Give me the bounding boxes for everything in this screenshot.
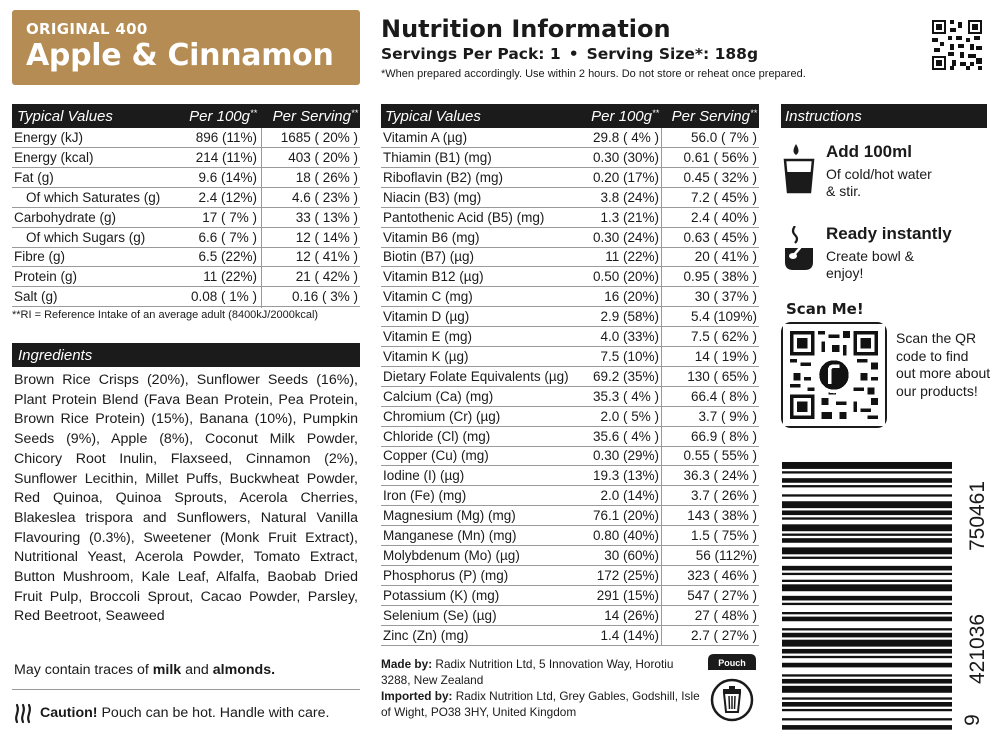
left-table-row xyxy=(12,148,360,168)
nutrient-name: Riboflavin (B2) (mg) xyxy=(383,169,504,185)
nutrient-name: Iron (Fe) (mg) xyxy=(383,488,467,504)
instructions-header: Instructions xyxy=(781,104,987,128)
per-serving-value: 36.3 ( 24% ) xyxy=(683,468,757,484)
nutrient-name: Calcium (Ca) (mg) xyxy=(383,388,494,404)
per-100g-value: 1.3 (21%) xyxy=(600,209,659,225)
serving-info xyxy=(381,44,921,64)
nutrient-name: Magnesium (Mg) (mg) xyxy=(383,508,516,524)
nutrient-name: Chloride (Cl) (mg) xyxy=(383,428,491,444)
per-100g-value: 4.0 (33%) xyxy=(600,329,659,344)
right-table-row xyxy=(381,586,759,606)
per-serving-value: 66.9 ( 8% ) xyxy=(690,428,757,444)
manufacturer-info xyxy=(381,656,701,720)
nutrient-name: Iodine (I) (µg) xyxy=(383,468,465,484)
per-serving-value: 21 ( 42% ) xyxy=(295,269,358,285)
per-serving-value: 0.95 ( 38% ) xyxy=(683,269,757,285)
barcode-bar xyxy=(782,573,952,575)
barcode-bar xyxy=(782,628,952,630)
nutrient-name: Fibre (g) xyxy=(14,249,66,265)
barcode-digits-3: 750461 xyxy=(966,480,990,552)
barcode-digits-2: 421036 xyxy=(966,613,990,685)
col-typical-values: Typical Values xyxy=(17,107,113,125)
product-edition: ORIGINAL 400 xyxy=(26,20,148,38)
left-table-row xyxy=(12,208,360,228)
per-100g-value: 0.80 (40%) xyxy=(592,528,659,543)
col-per-100g-2: Per 100g** xyxy=(591,107,659,125)
product-name: Apple & Cinnamon xyxy=(26,38,334,73)
right-table-row xyxy=(381,208,759,228)
right-table-divider xyxy=(661,128,662,646)
nutrient-name: Energy (kJ) xyxy=(14,130,84,145)
ri-footnote: **RI = Reference Intake of an average adult (8400kJ/2000kcal) xyxy=(12,309,319,321)
right-table-row xyxy=(381,267,759,287)
col-per-serving: Per Serving** xyxy=(272,107,358,125)
per-100g-value: 172 (25%) xyxy=(596,567,659,583)
servings-per-pack: Servings Per Pack: 1 xyxy=(381,45,561,63)
barcode-digit-1: 9 xyxy=(960,714,984,726)
right-table-row xyxy=(381,526,759,546)
right-table-row xyxy=(381,128,759,148)
right-table-row xyxy=(381,566,759,586)
nutrient-name: Pantothenic Acid (B5) (mg) xyxy=(383,209,545,225)
per-100g-value: 0.08 ( 1% ) xyxy=(190,289,257,305)
barcode-icon xyxy=(782,462,952,732)
barcode-bar xyxy=(782,494,952,496)
right-table-row xyxy=(381,247,759,267)
per-serving-value: 33 ( 13% ) xyxy=(295,209,358,225)
nutrient-name: Protein (g) xyxy=(14,269,78,285)
per-serving-value: 5.4 (109%) xyxy=(690,309,757,325)
step-2-title: Ready instantly xyxy=(826,224,952,243)
per-100g-value: 214 (11%) xyxy=(195,149,257,165)
scan-text: Scan the QR code to find out more about our products! xyxy=(896,330,991,399)
per-serving-value: 12 ( 41% ) xyxy=(295,249,358,265)
col-typical-values-2: Typical Values xyxy=(385,107,481,125)
per-100g-value: 3.8 (24%) xyxy=(600,189,659,205)
barcode-bar xyxy=(782,501,952,508)
per-serving-value: 20 ( 41% ) xyxy=(694,249,757,265)
serving-size: Serving Size*: 188g xyxy=(586,45,759,63)
per-100g-value: 6.6 ( 7% ) xyxy=(198,229,257,245)
per-100g-value: 0.50 (20%) xyxy=(592,269,659,285)
nutrient-name: Selenium (Se) (µg) xyxy=(383,607,497,623)
step-1-text: Of cold/hot water & stir. xyxy=(826,166,932,199)
nutrient-name: Vitamin B12 (µg) xyxy=(383,269,484,285)
barcode-bar xyxy=(782,640,952,647)
ingredients-text: Brown Rice Crisps (20%), Sunflower Seeds (16%), Plant Protein Blend (Fava Bean Protein, Pea Protein, Brown Rice Protein) (15%), Banana (10%), Pumpkin Seeds (9%), Apple (8%), Coconut Milk Powder, Chicory Root Inulin, Flaxseed, Cinnamon (2%), Sunflower Lecithin, Millet Puffs, Buckwheat Powder, Red Quinoa, Quinoa Sprouts, Acerola Cherries, Blakeslea trispora and Sunflowers, Natural Vanilla Flavouring (0.3%), Sweetener (Monk Fruit Extract), Nutritional Yeast, Acerola Powder, Tomato Extract, Button Mushroom, Kale Leaf, Alfalfa, Baobab Dried Fruit Pulp, Broccoli Sprout, Cacao Powder, Parsley, Red Beetroot, Seaweed xyxy=(14,372,358,625)
right-table-row xyxy=(381,486,759,506)
left-table-row xyxy=(12,168,360,188)
allergen-statement: May contain traces of milk and almonds. xyxy=(14,662,276,678)
barcode-bar xyxy=(782,663,952,668)
per-100g-value: 291 (15%) xyxy=(596,587,659,603)
barcode-bar xyxy=(782,725,952,730)
pouch-bin-icon xyxy=(706,652,758,724)
barcode-bar xyxy=(782,633,952,638)
per-serving-value: 3.7 ( 9% ) xyxy=(698,408,757,424)
per-serving-value: 27 ( 48% ) xyxy=(694,607,757,623)
step-2-text: Create bowl & enjoy! xyxy=(826,248,914,281)
right-table-row xyxy=(381,446,759,466)
per-100g-value: 14 (26%) xyxy=(604,607,659,623)
per-serving-value: 130 ( 65% ) xyxy=(687,368,757,384)
left-table-row xyxy=(12,287,360,307)
nutrient-name: Dietary Folate Equivalents (µg) xyxy=(383,368,569,384)
step-1-title: Add 100ml xyxy=(826,142,912,161)
per-serving-value: 0.55 ( 55% ) xyxy=(683,448,757,464)
nutrient-name: Vitamin A (µg) xyxy=(383,130,468,145)
barcode-bar xyxy=(782,709,952,711)
heat-icon xyxy=(14,702,32,724)
per-serving-value: 2.4 ( 40% ) xyxy=(690,209,757,225)
ingredients-header: Ingredients xyxy=(12,343,360,367)
per-100g-value: 2.0 ( 5% ) xyxy=(600,408,659,424)
left-table-row xyxy=(12,267,360,287)
nutrient-name: Energy (kcal) xyxy=(14,149,94,165)
barcode-bar xyxy=(782,584,952,591)
per-100g-value: 19.3 (13%) xyxy=(592,468,659,484)
col-per-serving-2: Per Serving** xyxy=(671,107,757,125)
nutrient-name: Of which Sugars (g) xyxy=(26,229,146,245)
per-serving-value: 7.5 ( 62% ) xyxy=(690,329,757,344)
nutrient-name: Molybdenum (Mo) (µg) xyxy=(383,547,520,563)
right-table-row xyxy=(381,546,759,566)
nutrient-name: Copper (Cu) (mg) xyxy=(383,448,489,464)
right-table-row xyxy=(381,367,759,387)
per-100g-value: 0.30 (24%) xyxy=(592,229,659,245)
nutrient-name: Vitamin E (mg) xyxy=(383,329,473,344)
barcode-bar xyxy=(782,566,952,571)
barcode-bar xyxy=(782,702,952,707)
left-table-divider xyxy=(261,128,262,308)
nutrition-header xyxy=(381,14,921,82)
per-100g-value: 2.9 (58%) xyxy=(600,309,659,325)
right-table-row xyxy=(381,407,759,427)
per-100g-value: 76.1 (20%) xyxy=(592,508,659,524)
nutrient-name: Salt (g) xyxy=(14,289,58,305)
per-serving-value: 18 ( 26% ) xyxy=(295,169,358,185)
per-100g-value: 7.5 (10%) xyxy=(600,348,659,364)
per-serving-value: 0.63 ( 45% ) xyxy=(683,229,757,245)
right-table-header xyxy=(381,104,759,128)
caution-divider xyxy=(12,689,360,690)
right-table-row xyxy=(381,387,759,407)
per-serving-value: 56 (112%) xyxy=(695,547,757,563)
nutrient-name: Vitamin C (mg) xyxy=(383,289,473,305)
barcode-bar xyxy=(782,656,952,658)
per-serving-value: 0.45 ( 32% ) xyxy=(683,169,757,185)
nutrient-name: Biotin (B7) (µg) xyxy=(383,249,475,265)
per-serving-value: 403 ( 20% ) xyxy=(288,149,358,165)
nutrient-name: Chromium (Cr) (µg) xyxy=(383,408,501,424)
right-table-row xyxy=(381,466,759,486)
nutrient-name: Phosphorus (P) (mg) xyxy=(383,567,509,583)
right-table-row xyxy=(381,427,759,447)
pouch-label: Pouch xyxy=(718,658,746,668)
left-table-row xyxy=(12,247,360,267)
per-serving-value: 143 ( 38% ) xyxy=(687,508,757,524)
per-serving-value: 547 ( 27% ) xyxy=(687,587,757,603)
barcode-bar xyxy=(782,510,952,515)
bowl-icon xyxy=(781,226,817,276)
per-100g-value: 896 (11%) xyxy=(195,130,257,145)
barcode-bar xyxy=(782,674,952,676)
right-table-row xyxy=(381,307,759,327)
barcode-bar xyxy=(782,617,952,622)
per-100g-value: 1.4 (14%) xyxy=(600,627,659,643)
barcode-bar xyxy=(782,686,952,693)
per-serving-value: 323 ( 46% ) xyxy=(687,567,757,583)
per-100g-value: 11 (22%) xyxy=(203,269,257,285)
per-100g-value: 29.8 ( 4% ) xyxy=(592,130,659,145)
right-table-row xyxy=(381,347,759,367)
nutrient-name: Vitamin D (µg) xyxy=(383,309,470,325)
per-100g-value: 6.5 (22%) xyxy=(198,249,257,265)
right-table-row xyxy=(381,506,759,526)
per-100g-value: 0.30 (29%) xyxy=(592,448,659,464)
per-100g-value: 17 ( 7% ) xyxy=(202,209,257,225)
per-100g-value: 30 (60%) xyxy=(604,547,659,563)
col-per-100g: Per 100g** xyxy=(189,107,257,125)
qr-code-icon[interactable] xyxy=(783,324,885,426)
barcode-bar xyxy=(782,679,952,684)
water-cup-icon xyxy=(781,144,817,194)
per-100g-value: 16 (20%) xyxy=(604,289,659,305)
per-serving-value: 56.0 ( 7% ) xyxy=(690,130,757,145)
barcode-bar xyxy=(782,517,952,519)
right-table-row xyxy=(381,148,759,168)
barcode-bar xyxy=(782,718,952,720)
bullet: • xyxy=(568,45,579,63)
barcode-bar xyxy=(782,596,952,601)
right-table-row xyxy=(381,606,759,626)
barcode-bar xyxy=(782,524,952,531)
barcode-bar xyxy=(782,538,952,543)
barcode-bar xyxy=(782,580,952,582)
per-serving-value: 7.2 ( 45% ) xyxy=(690,189,757,205)
barcode-bar xyxy=(782,478,952,483)
barcode-bar xyxy=(782,649,952,654)
small-qr-code-icon[interactable] xyxy=(932,20,982,70)
barcode-bar xyxy=(782,557,952,559)
right-table-row xyxy=(381,626,759,646)
per-100g-value: 2.0 (14%) xyxy=(600,488,659,504)
nutrient-name: Thiamin (B1) (mg) xyxy=(383,149,492,165)
per-100g-value: 69.2 (35%) xyxy=(592,368,659,384)
nutrient-name: Carbohydrate (g) xyxy=(14,209,117,225)
per-serving-value: 66.4 ( 8% ) xyxy=(690,388,757,404)
per-serving-value: 0.16 ( 3% ) xyxy=(291,289,358,305)
nutrition-title: Nutrition Information xyxy=(381,15,671,43)
nutrient-name: Manganese (Mn) (mg) xyxy=(383,528,517,543)
per-serving-value: 30 ( 37% ) xyxy=(694,289,757,305)
nutrient-name: Potassium (K) (mg) xyxy=(383,587,500,603)
per-100g-value: 0.20 (17%) xyxy=(592,169,659,185)
imported-by: Imported by: Radix Nutrition Ltd, Grey Gables, Godshill, Isle of Wight, PO38 3HY, United Kingdom xyxy=(381,689,700,719)
barcode-bar xyxy=(782,697,952,699)
left-table-row xyxy=(12,188,360,208)
barcode-bar xyxy=(782,485,952,487)
per-serving-value: 0.61 ( 56% ) xyxy=(683,149,757,165)
nutrient-name: Niacin (B3) (mg) xyxy=(383,189,482,205)
right-table-row xyxy=(381,188,759,208)
product-title-box xyxy=(12,10,360,85)
barcode-bar xyxy=(782,603,952,605)
per-serving-value: 12 ( 14% ) xyxy=(295,229,358,245)
per-100g-value: 35.6 ( 4% ) xyxy=(592,428,659,444)
per-serving-value: 2.7 ( 27% ) xyxy=(690,627,757,643)
caution-statement: Caution! Pouch can be hot. Handle with care. xyxy=(14,702,329,724)
per-100g-value: 11 (22%) xyxy=(605,249,659,265)
nutrient-name: Vitamin K (µg) xyxy=(383,348,469,364)
per-100g-value: 2.4 (12%) xyxy=(198,189,257,205)
barcode-bar xyxy=(782,534,952,536)
barcode-bar xyxy=(782,471,952,473)
per-serving-value: 1685 ( 20% ) xyxy=(280,130,358,145)
nutrient-name: Vitamin B6 (mg) xyxy=(383,229,480,245)
barcode-bar xyxy=(782,462,952,469)
per-serving-value: 1.5 ( 75% ) xyxy=(690,528,757,543)
per-100g-value: 0.30 (30%) xyxy=(592,149,659,165)
barcode-numbers xyxy=(958,462,994,732)
nutrient-name: Zinc (Zn) (mg) xyxy=(383,627,469,643)
left-table-row xyxy=(12,128,360,148)
nutrient-name: Fat (g) xyxy=(14,169,54,185)
per-serving-value: 14 ( 19% ) xyxy=(694,348,757,364)
preparation-note: *When prepared accordingly. Use within 2 hours. Do not store or reheat once prepared. xyxy=(381,68,806,80)
per-100g-value: 9.6 (14%) xyxy=(198,169,257,185)
right-table-row xyxy=(381,228,759,248)
nutrient-name: Of which Saturates (g) xyxy=(26,189,161,205)
left-table-row xyxy=(12,228,360,248)
barcode-bar xyxy=(782,547,952,554)
scan-qr-frame[interactable] xyxy=(781,322,887,428)
made-by: Made by: Radix Nutrition Ltd, 5 Innovation Way, Horotiu 3288, New Zealand xyxy=(381,657,674,687)
right-table-row xyxy=(381,287,759,307)
per-serving-value: 4.6 ( 23% ) xyxy=(291,189,358,205)
left-table-header xyxy=(12,104,360,128)
barcode-bar xyxy=(782,612,952,614)
scan-me-title: Scan Me! xyxy=(786,300,864,318)
per-100g-value: 35.3 ( 4% ) xyxy=(592,388,659,404)
right-table-row xyxy=(381,327,759,347)
per-serving-value: 3.7 ( 26% ) xyxy=(690,488,757,504)
right-table-row xyxy=(381,168,759,188)
